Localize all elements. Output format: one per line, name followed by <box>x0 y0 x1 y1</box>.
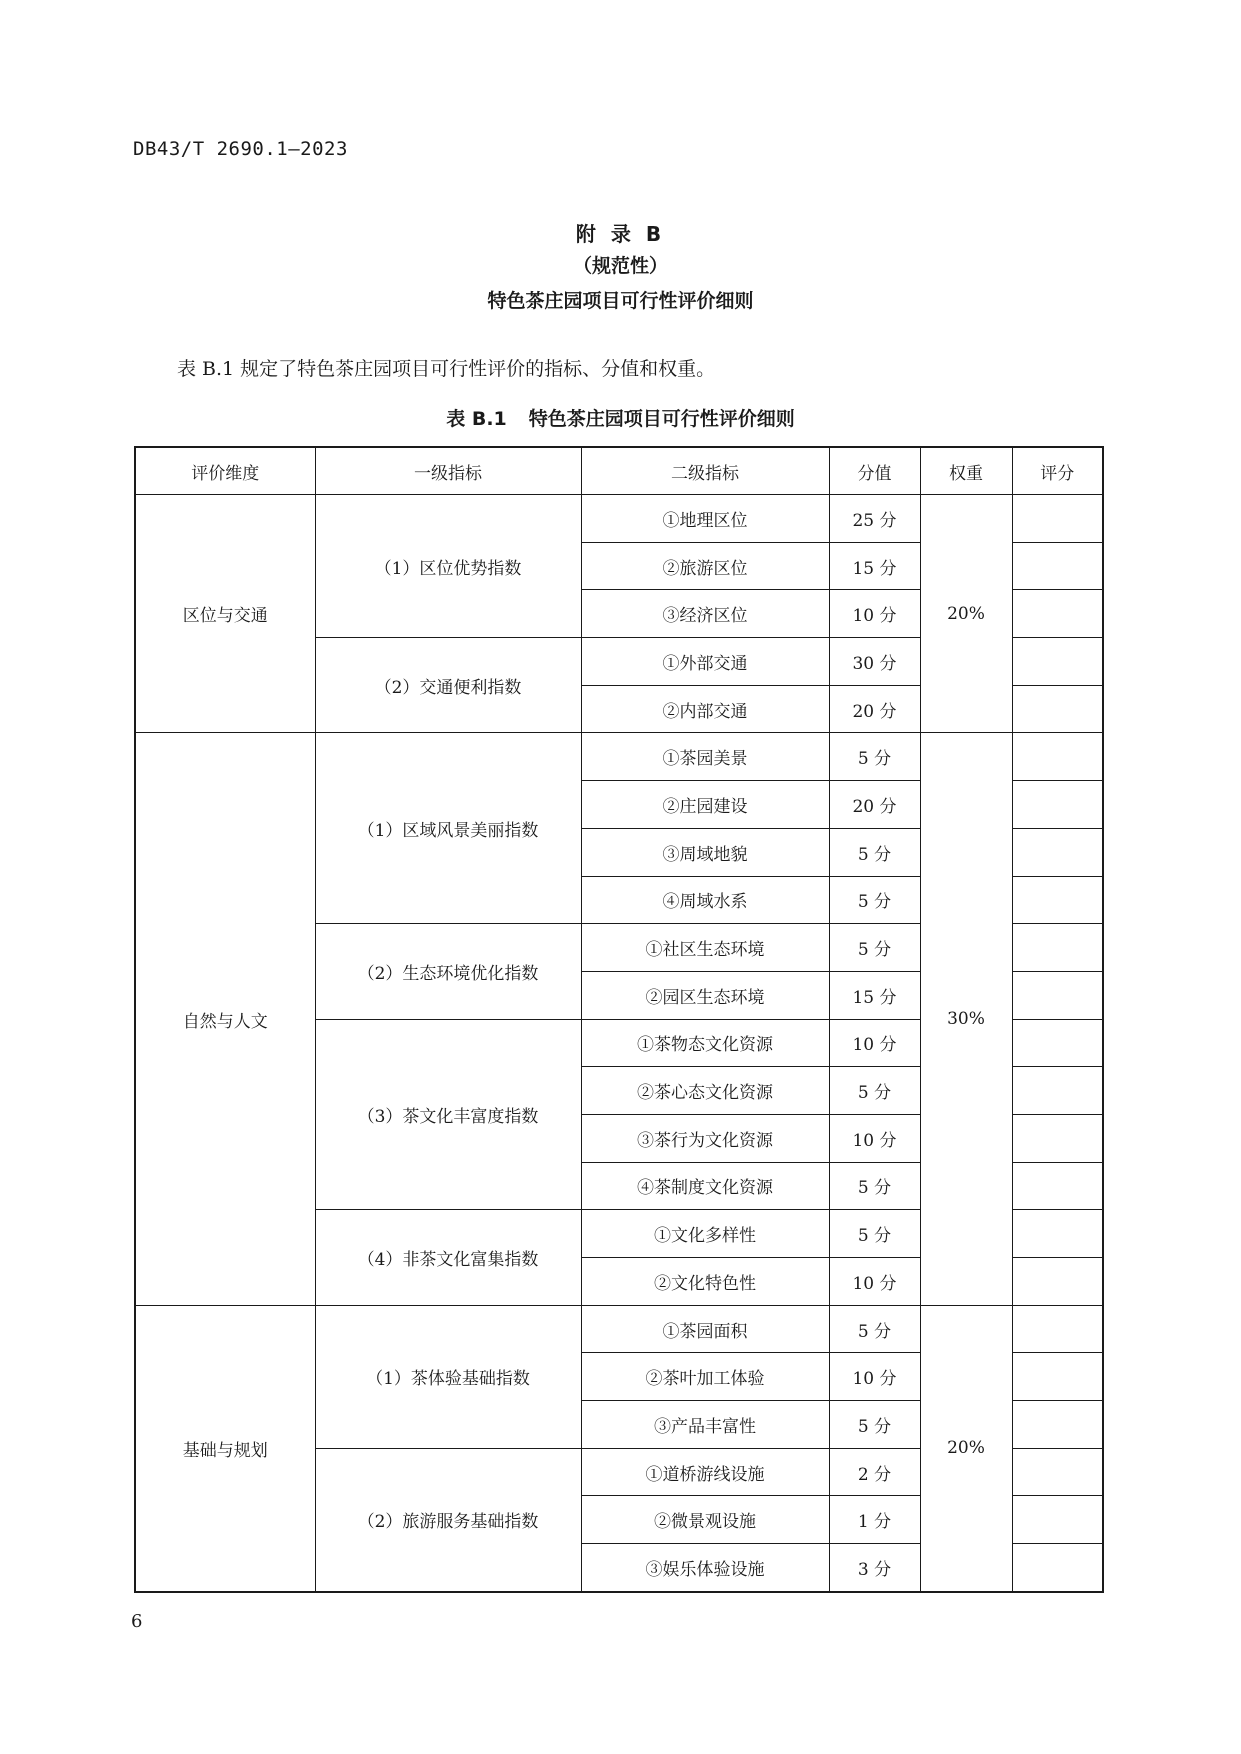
table-row <box>135 733 1103 781</box>
table-caption <box>0 404 1241 431</box>
level1-cell: （2）生态环境优化指数 <box>315 924 581 1019</box>
score-cell: 10 分 <box>829 1353 920 1401</box>
evaluation-table <box>134 446 1104 1593</box>
table-caption-number: 表 B.1 <box>446 408 507 430</box>
rating-cell <box>1012 1544 1103 1592</box>
score-cell: 5 分 <box>829 828 920 876</box>
header-level2: 二级指标 <box>581 447 829 495</box>
level2-cell: ①外部交通 <box>581 638 829 686</box>
score-cell: 5 分 <box>829 1401 920 1449</box>
score-cell: 2 分 <box>829 1448 920 1496</box>
weight-cell: 20% <box>920 1305 1012 1592</box>
level2-cell: ②微景观设施 <box>581 1496 829 1544</box>
level2-cell: ②内部交通 <box>581 685 829 733</box>
rating-cell <box>1012 1496 1103 1544</box>
score-cell: 5 分 <box>829 733 920 781</box>
rating-cell <box>1012 1258 1103 1306</box>
rating-cell <box>1012 1162 1103 1210</box>
level2-cell: ④周域水系 <box>581 876 829 924</box>
score-cell: 10 分 <box>829 1258 920 1306</box>
level1-cell: （4）非茶文化富集指数 <box>315 1210 581 1305</box>
score-cell: 25 分 <box>829 495 920 543</box>
rating-cell <box>1012 971 1103 1019</box>
rating-cell <box>1012 1448 1103 1496</box>
score-cell: 5 分 <box>829 1305 920 1353</box>
level2-cell: ②旅游区位 <box>581 542 829 590</box>
score-cell: 15 分 <box>829 542 920 590</box>
level2-cell: ③产品丰富性 <box>581 1401 829 1449</box>
rating-cell <box>1012 1210 1103 1258</box>
level2-cell: ②文化特色性 <box>581 1258 829 1306</box>
rating-cell <box>1012 590 1103 638</box>
level1-cell: （1）区域风景美丽指数 <box>315 733 581 924</box>
header-weight: 权重 <box>920 447 1012 495</box>
document-code: DB43/T 2690.1—2023 <box>133 138 348 160</box>
level2-cell: ②茶叶加工体验 <box>581 1353 829 1401</box>
weight-cell: 20% <box>920 495 1012 733</box>
table-caption-title: 特色茶庄园项目可行性评价细则 <box>528 408 795 430</box>
dimension-cell: 区位与交通 <box>135 495 315 733</box>
level2-cell: ①地理区位 <box>581 495 829 543</box>
level1-cell: （2）旅游服务基础指数 <box>315 1448 581 1592</box>
appendix-heading: 特色茶庄园项目可行性评价细则 <box>487 290 754 312</box>
table-row <box>135 495 1103 543</box>
score-cell: 30 分 <box>829 638 920 686</box>
level1-cell: （1）区位优势指数 <box>315 495 581 638</box>
rating-cell <box>1012 781 1103 829</box>
level2-cell: ④茶制度文化资源 <box>581 1162 829 1210</box>
rating-cell <box>1012 1067 1103 1115</box>
rating-cell <box>1012 1353 1103 1401</box>
rating-cell <box>1012 638 1103 686</box>
dimension-cell: 基础与规划 <box>135 1305 315 1592</box>
score-cell: 10 分 <box>829 590 920 638</box>
header-rating: 评分 <box>1012 447 1103 495</box>
table-header-row <box>135 447 1103 495</box>
appendix-title: 附 录 B <box>575 222 666 246</box>
table-body <box>135 495 1103 1592</box>
rating-cell <box>1012 1114 1103 1162</box>
rating-cell <box>1012 542 1103 590</box>
rating-cell <box>1012 1305 1103 1353</box>
intro-paragraph: 表 B.1 规定了特色茶庄园项目可行性评价的指标、分值和权重。 <box>177 358 716 380</box>
level2-cell: ②茶心态文化资源 <box>581 1067 829 1115</box>
level2-cell: ①茶园美景 <box>581 733 829 781</box>
header-score: 分值 <box>829 447 920 495</box>
level2-cell: ③娱乐体验设施 <box>581 1544 829 1592</box>
rating-cell <box>1012 1401 1103 1449</box>
score-cell: 10 分 <box>829 1019 920 1067</box>
weight-cell: 30% <box>920 733 1012 1305</box>
header-dimension: 评价维度 <box>135 447 315 495</box>
page-number: 6 <box>131 1611 143 1632</box>
level1-cell: （3）茶文化丰富度指数 <box>315 1019 581 1210</box>
rating-cell <box>1012 1019 1103 1067</box>
score-cell: 3 分 <box>829 1544 920 1592</box>
score-cell: 20 分 <box>829 685 920 733</box>
rating-cell <box>1012 733 1103 781</box>
table-row <box>135 1305 1103 1353</box>
score-cell: 20 分 <box>829 781 920 829</box>
level2-cell: ①茶园面积 <box>581 1305 829 1353</box>
level1-cell: （2）交通便利指数 <box>315 638 581 733</box>
level2-cell: ②庄园建设 <box>581 781 829 829</box>
level2-cell: ③茶行为文化资源 <box>581 1114 829 1162</box>
rating-cell <box>1012 828 1103 876</box>
score-cell: 10 分 <box>829 1114 920 1162</box>
rating-cell <box>1012 924 1103 972</box>
level2-cell: ③周域地貌 <box>581 828 829 876</box>
level2-cell: ②园区生态环境 <box>581 971 829 1019</box>
score-cell: 5 分 <box>829 924 920 972</box>
level2-cell: ①社区生态环境 <box>581 924 829 972</box>
score-cell: 15 分 <box>829 971 920 1019</box>
level2-cell: ③经济区位 <box>581 590 829 638</box>
rating-cell <box>1012 495 1103 543</box>
score-cell: 5 分 <box>829 1210 920 1258</box>
score-cell: 5 分 <box>829 1162 920 1210</box>
header-level1: 一级指标 <box>315 447 581 495</box>
rating-cell <box>1012 876 1103 924</box>
level2-cell: ①道桥游线设施 <box>581 1448 829 1496</box>
rating-cell <box>1012 685 1103 733</box>
score-cell: 5 分 <box>829 876 920 924</box>
level2-cell: ①茶物态文化资源 <box>581 1019 829 1067</box>
dimension-cell: 自然与人文 <box>135 733 315 1305</box>
level2-cell: ①文化多样性 <box>581 1210 829 1258</box>
appendix-nature: （规范性） <box>572 255 668 277</box>
score-cell: 5 分 <box>829 1067 920 1115</box>
score-cell: 1 分 <box>829 1496 920 1544</box>
level1-cell: （1）茶体验基础指数 <box>315 1305 581 1448</box>
